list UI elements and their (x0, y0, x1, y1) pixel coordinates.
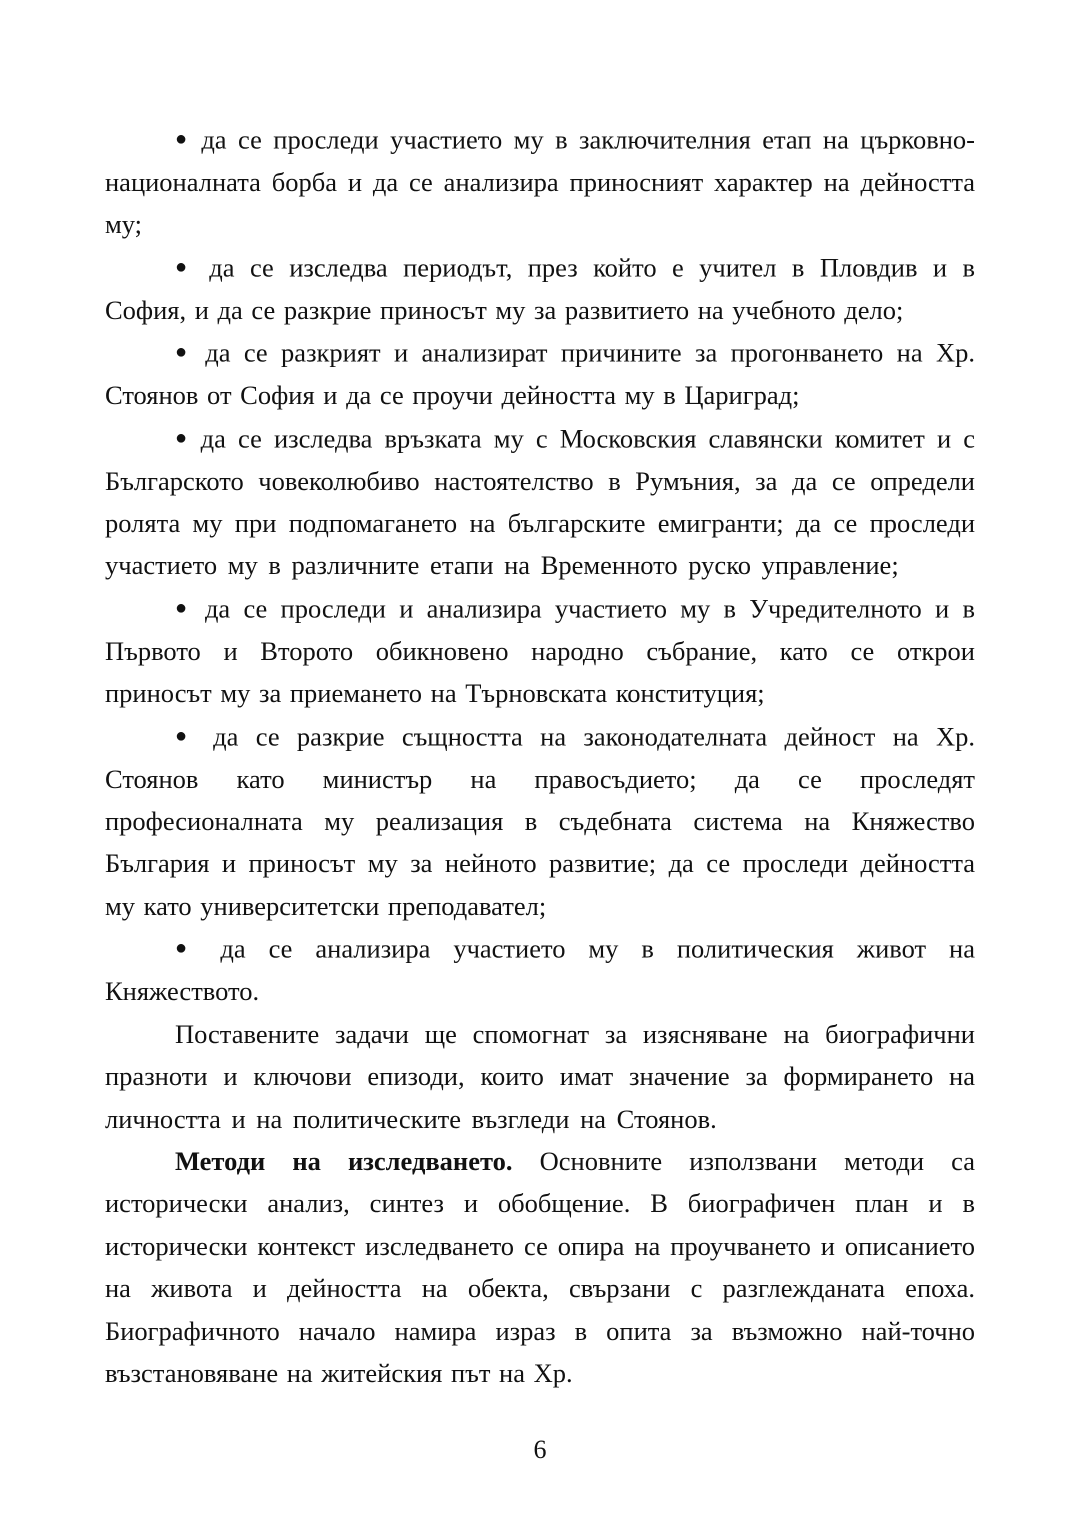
bullet-item-5-text: да се проследи и анализира участието му в Учредителното и в Първото и Второто обикновено народно събрание, като се открои приносът му за приемането на Търновската конституция; (105, 593, 975, 709)
bullet-item-7-text: да се анализира участието му в политическия живот на Княжеството. (105, 933, 975, 1007)
bullet-item-4 (105, 417, 975, 587)
paragraph-tasks-summary-text: Поставените задачи ще спомогнат за изясняване на биографични празноти и ключови епизоди, които имат значение за формирането на личността и на политическите възгледи на Стоянов. (105, 1018, 975, 1134)
bullet-icon: ● (175, 596, 192, 619)
bullet-icon: ● (175, 426, 189, 449)
bullet-icon: ● (175, 937, 198, 960)
paragraph-tasks-summary (105, 1013, 975, 1140)
bullet-item-1 (105, 118, 975, 246)
bullet-icon: ● (175, 724, 196, 747)
bullet-item-3 (105, 331, 975, 416)
bullet-item-1-text: да се проследи участието му в заключителния етап на църковно-националната борба и да се анализира приносният характер на дейността му; (105, 124, 975, 240)
bullet-icon: ● (175, 255, 194, 278)
bullet-item-2 (105, 246, 975, 331)
paragraph-methods (105, 1140, 975, 1394)
page-number: 6 (533, 1435, 547, 1464)
bullet-item-4-text: да се изследва връзката му с Московския славянски комитет и с Българското човеколюбиво настоятелство в Румъния, за да се определи ролята му при подпомагането на българските емигранти; да се проследи участието му в различните етапи на Временното руско управление; (105, 423, 976, 581)
bullet-item-5 (105, 587, 975, 715)
bullet-icon: ● (175, 128, 190, 150)
bullet-icon: ● (175, 341, 192, 364)
bullet-item-6-text: да се разкрие същността на законодателната дейност на Хр. Стоянов като министър на правосъдието; да се проследят професионалната му реализация в съдебната система на Княжество България и приносът му за нейното развитие; да се проследи дейността му като университетски преподавател; (105, 721, 975, 921)
paragraph-methods-runhead: Методи на изследването. (175, 1145, 513, 1176)
paragraph-methods-text: Основните използвани методи са исторически анализ, синтез и обобщение. В биографичен план и в исторически контекст изследването се опира на проучването и описанието на живота и дейността на обекта, свързани с разглежданата епоха. Биографичното начало намира израз в опита за възможно най-точно възстановяване на житейския път на Хр. (105, 1145, 975, 1388)
page-body (105, 118, 975, 1394)
bullet-item-2-text: да се изследва периодът, през който е учител в Пловдив и в София, и да се разкрие приносът му за развитието на учебното дело; (105, 252, 975, 325)
bullet-item-7 (105, 927, 975, 1012)
bullet-item-3-text: да се разкрият и анализират причините за прогонването на Хр. Стоянов от София и да се проучи дейността му в Цариград; (105, 337, 975, 411)
bullet-item-6 (105, 715, 975, 928)
